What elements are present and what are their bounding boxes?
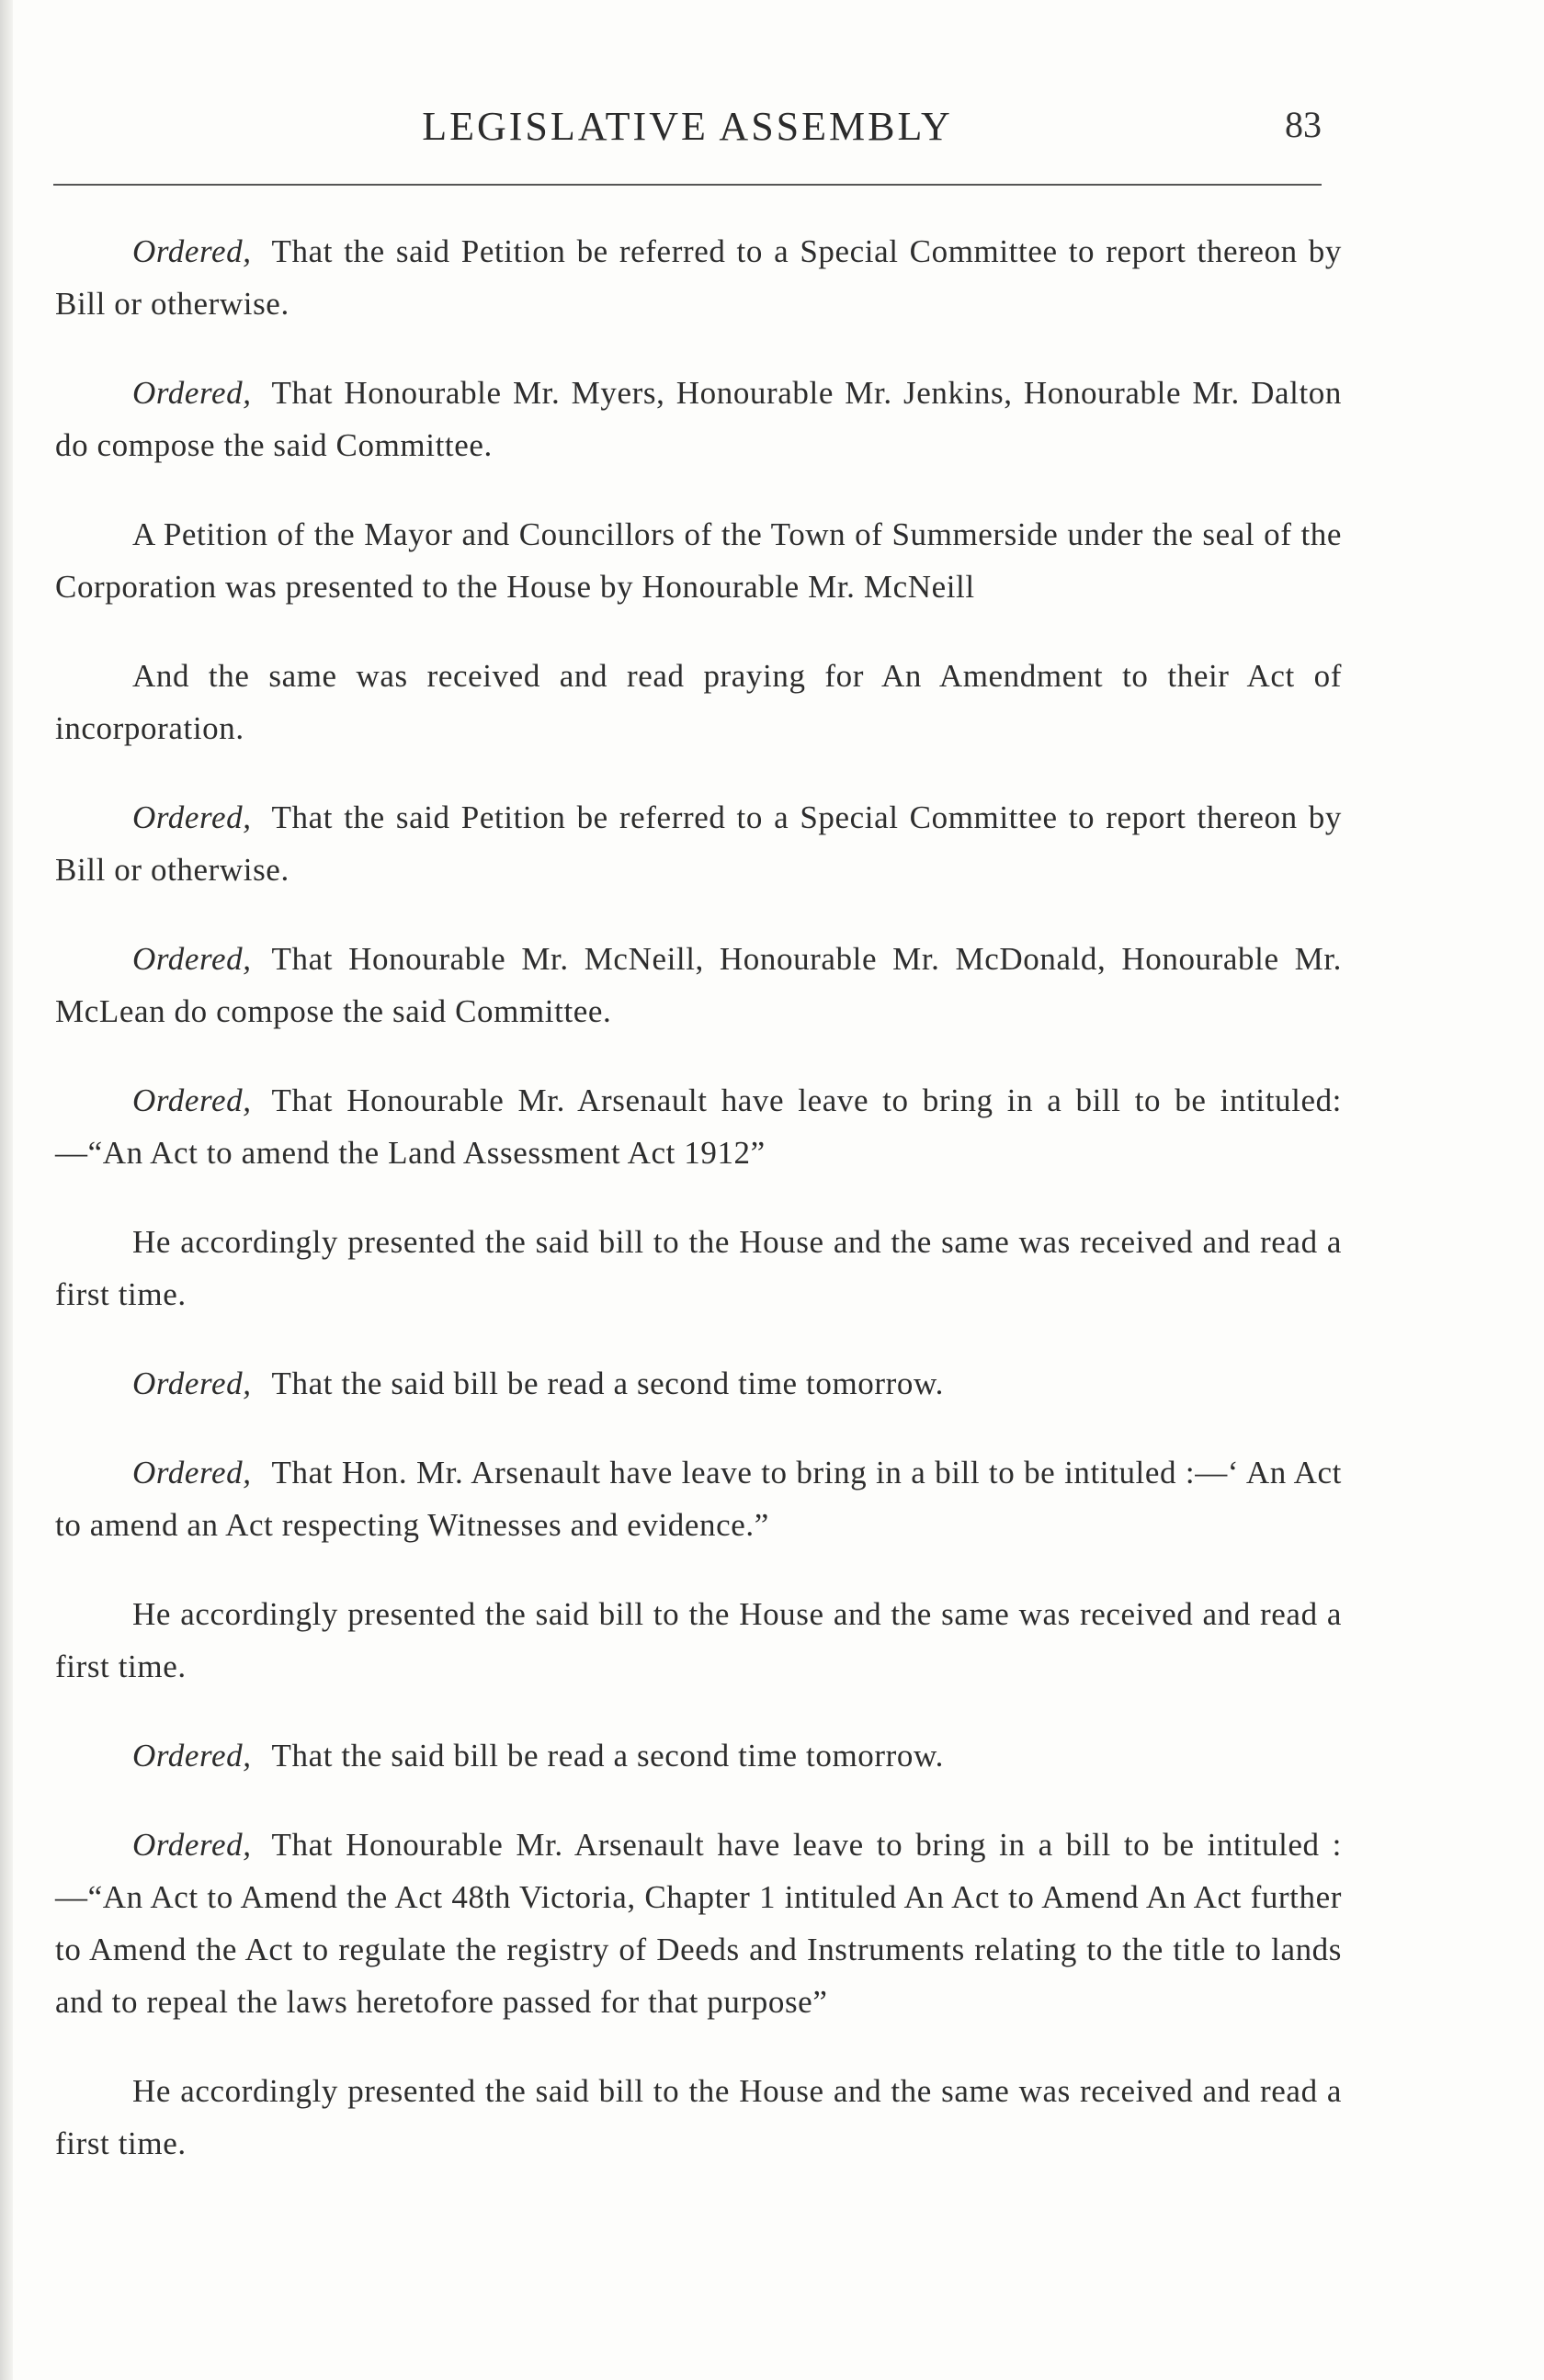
paragraph-lead: Ordered, (132, 233, 252, 269)
page-number: 83 (1285, 104, 1322, 145)
journal-body (55, 225, 1342, 2206)
paragraph-lead: Ordered, (132, 1827, 252, 1863)
paragraph-text: That Honourable Mr. McNeill, Honourable Mr. McDonald, Honourable Mr. McLean do compose the said Committee. (55, 941, 1342, 1029)
paragraph (55, 2065, 1342, 2170)
paragraph-text: That the said bill be read a second time tomorrow. (271, 1366, 944, 1401)
paragraph (55, 1819, 1342, 2028)
paragraph-text: And the same was received and read praying for An Amendment to their Act of incorporation. (55, 658, 1342, 746)
paragraph-lead: Ordered, (132, 799, 252, 835)
paragraph-text: That the said Petition be referred to a Special Committee to report thereon by Bill or otherwise. (55, 233, 1342, 322)
paragraph (55, 1729, 1342, 1782)
running-title: LEGISLATIVE ASSEMBLY (422, 104, 953, 149)
paragraph (55, 650, 1342, 754)
paragraph-text: That Honourable Mr. Arsenault have leave to bring in a bill to be intituled:—“An Act to amend the Land Assessment Act 1912” (55, 1082, 1342, 1171)
paragraph-text: That Honourable Mr. Myers, Honourable Mr. Jenkins, Honourable Mr. Dalton do compose the said Committee. (55, 375, 1342, 463)
paragraph-lead: Ordered, (132, 1455, 252, 1490)
paragraph (55, 1588, 1342, 1693)
paragraph (55, 508, 1342, 613)
paragraph-text: That Hon. Mr. Arsenault have leave to bring in a bill to be intituled :—‘ An Act to amend an Act respecting Witnesses and evidence.” (55, 1455, 1342, 1543)
paragraph (55, 933, 1342, 1037)
paragraph (55, 1446, 1342, 1551)
paragraph-lead: Ordered, (132, 1738, 252, 1774)
paragraph (55, 1074, 1342, 1179)
paragraph-lead: Ordered, (132, 1082, 252, 1118)
header-rule (53, 184, 1322, 186)
paragraph-text: He accordingly presented the said bill to the House and the same was received and read a first time. (55, 1224, 1342, 1312)
paragraph-text: He accordingly presented the said bill to the House and the same was received and read a first time. (55, 2073, 1342, 2161)
paragraph (55, 1216, 1342, 1320)
paragraph (55, 367, 1342, 471)
paragraph (55, 791, 1342, 896)
paragraph-text: That Honourable Mr. Arsenault have leave to bring in a bill to be intituled :—“An Act to Amend the Act 48th Victoria, Chapter 1 intituled An Act to Amend An Act further to Amend the Act to regulate the registry of Deeds and Instruments relating to the title to lands and to repeal the laws heretofore passed for that purpose” (55, 1827, 1342, 2020)
page-header (53, 103, 1322, 167)
paragraph-lead: Ordered, (132, 1366, 252, 1401)
paragraph-text: That the said bill be read a second time tomorrow. (271, 1738, 944, 1774)
paragraph-lead: Ordered, (132, 375, 252, 411)
paragraph (55, 1357, 1342, 1410)
paragraph (55, 225, 1342, 330)
scan-edge-shadow (0, 0, 13, 2380)
paragraph-lead: Ordered, (132, 941, 252, 977)
paragraph-text: A Petition of the Mayor and Councillors of the Town of Summerside under the seal of the Corporation was presented to the House by Honourable Mr. McNeill (55, 516, 1342, 605)
paragraph-text: He accordingly presented the said bill to the House and the same was received and read a first time. (55, 1596, 1342, 1684)
paragraph-text: That the said Petition be referred to a Special Committee to report thereon by Bill or otherwise. (55, 799, 1342, 888)
